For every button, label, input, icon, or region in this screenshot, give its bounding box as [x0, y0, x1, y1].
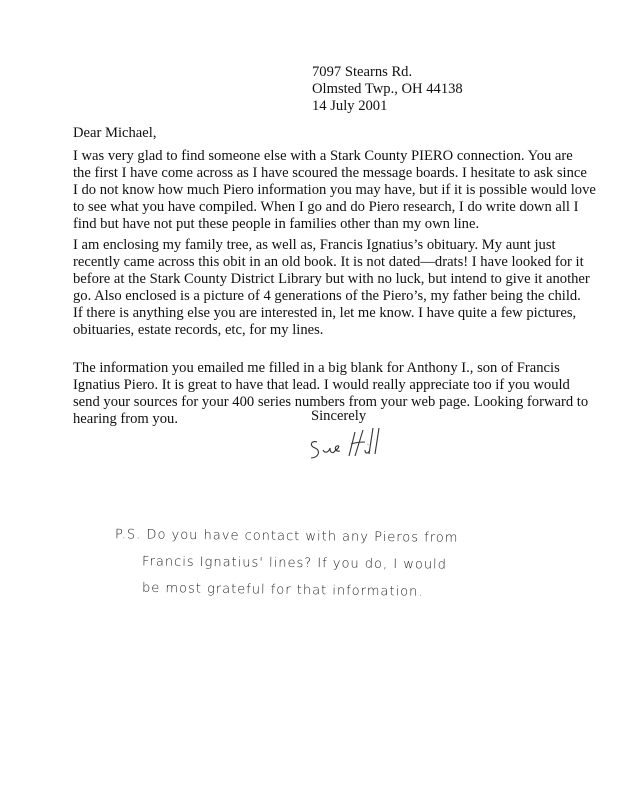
body-paragraph: [73, 237, 590, 339]
paragraph-line: to see what you have compiled. When I go and do Piero research, I do write down all I: [73, 199, 579, 215]
paragraph-line: find but have not put these people in families other than my own line.: [73, 216, 480, 232]
paragraph-line: send your sources for your 400 series numbers from your web page. Looking forward to: [73, 394, 589, 410]
paragraph-line: the first I have come across as I have scoured the message boards. I hesitate to ask since: [73, 165, 587, 181]
body-paragraph: [73, 148, 596, 233]
address-street: 7097 Stearns Rd.: [312, 64, 413, 80]
greeting: Dear Michael,: [73, 125, 157, 141]
paragraph-line: Ignatius Piero. It is great to have that lead. I would really appreciate too if you would: [73, 377, 570, 393]
sender-address: [312, 64, 463, 115]
paragraph-line: I am enclosing my family tree, as well as, Francis Ignatius’s obituary. My aunt just: [73, 237, 556, 253]
paragraph-line: I do not know how much Piero information you may have, but if it is possible would love: [73, 182, 596, 198]
paragraph-line: before at the Stark County District Library but with no luck, but intend to give it another: [73, 271, 590, 287]
paragraph-line: go. Also enclosed is a picture of 4 generations of the Piero’s, my father being the child.: [73, 288, 581, 304]
letter-date: 14 July 2001: [312, 98, 388, 114]
handwritten-signature: [305, 420, 385, 464]
address-city: Olmsted Twp., OH 44138: [312, 81, 463, 97]
handwritten-postscript: [115, 523, 458, 604]
postscript-line: Francis Ignatius' lines? If you do, I would: [141, 554, 448, 573]
postscript-line: be most grateful for that information.: [141, 580, 424, 600]
paragraph-line: recently came across this obit in an old book. It is not dated—drats! I have looked for it: [73, 254, 584, 270]
paragraph-line: I was very glad to find someone else with a Stark County PIERO connection. You are: [73, 148, 573, 164]
paragraph-line: The information you emailed me filled in a big blank for Anthony I., son of Francis: [73, 360, 560, 376]
closing: Sincerely: [311, 408, 367, 424]
postscript-line: P.S. Do you have contact with any Pieros from: [114, 527, 459, 546]
paragraph-line: If there is anything else you are interested in, let me know. I have quite a few pictures,: [73, 305, 577, 321]
paragraph-line: obituaries, estate records, etc, for my lines.: [73, 322, 324, 338]
paragraph-line: hearing from you.: [73, 411, 178, 427]
